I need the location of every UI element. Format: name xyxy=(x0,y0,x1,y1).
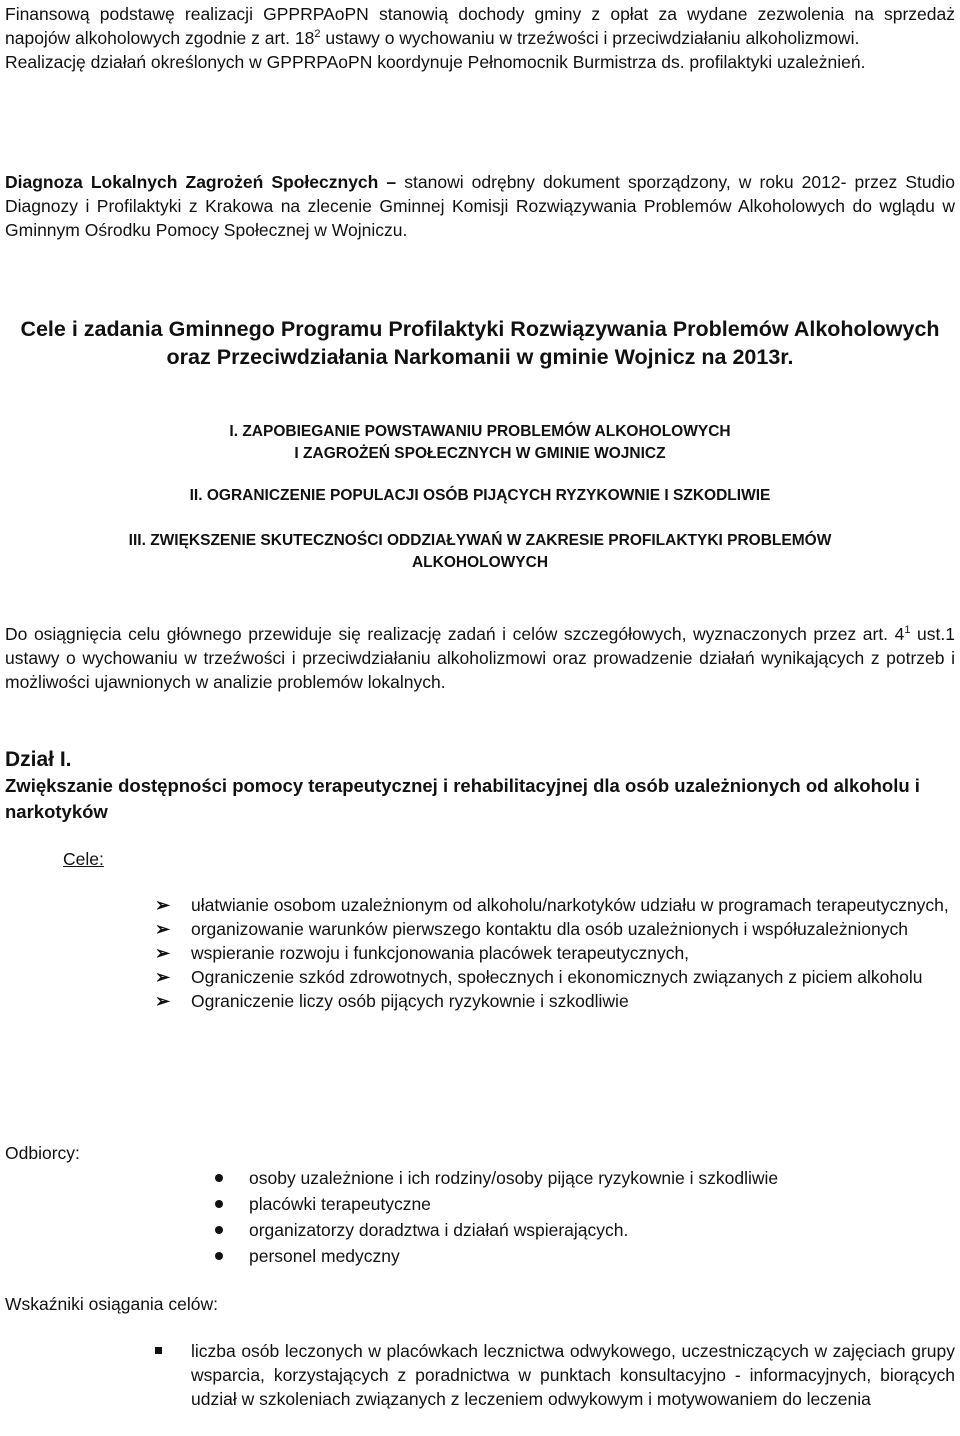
goals-label: Cele: xyxy=(63,849,104,869)
list-item-text: osoby uzależnione i ich rodziny/osoby pijące ryzykownie i szkodliwie xyxy=(249,1168,779,1188)
list-item-text: organizowanie warunków pierwszego kontaktu dla osób uzależnionych i współuzależnionych xyxy=(191,919,908,939)
list-item-text: organizatorzy doradztwa i działań wspierających. xyxy=(249,1220,629,1240)
intro-paragraph-financing xyxy=(5,2,955,50)
round-bullet-icon xyxy=(215,1252,223,1260)
detailed-goals-paragraph xyxy=(5,622,955,694)
intro-text-b: ustawy o wychowaniu w trzeźwości i przeciwdziałaniu alkoholizmowi. xyxy=(320,28,860,48)
indicators-list xyxy=(155,1339,955,1411)
para2-text-b: ust.1 ustawy o wychowaniu w trzeźwości i przeciwdziałaniu alkoholizmowi oraz prowadzenie działań wynikających z potrzeb i możliwości ujawnionych w analizie problemów lokalnych. xyxy=(5,624,955,692)
list-item xyxy=(155,917,955,941)
list-item xyxy=(155,989,955,1013)
heading-section-ii: II. OGRANICZENIE POPULACJI OSÓB PIJĄCYCH RYZYKOWNIE I SZKODLIWIE xyxy=(189,487,771,504)
goals-list xyxy=(155,893,955,1013)
diagnoza-text: stanowi odrębny dokument sporządzony, w roku 2012- przez Studio Diagnozy i Profilaktyki z Krakowa na zlecenie Gminnej Komisji Rozwiązywania Problemów Alkoholowych do wglądu w Gminnym Ośrodku Pomocy Społecznej w Wojniczu. xyxy=(5,172,956,240)
diagnoza-bold-lead: Diagnoza Lokalnych Zagrożeń Społecznych – xyxy=(5,172,397,192)
list-item xyxy=(155,965,955,989)
list-item xyxy=(155,941,955,965)
arrowhead-bullet-icon: ➢ xyxy=(155,967,171,987)
intro-superscript: 2 xyxy=(314,28,321,40)
arrowhead-bullet-icon: ➢ xyxy=(155,991,171,1011)
heading-i-line1: I. ZAPOBIEGANIE POWSTAWANIU PROBLEMÓW ALKOHOLOWYCH xyxy=(229,423,731,440)
list-item xyxy=(215,1166,955,1192)
intro-section xyxy=(5,2,955,74)
list-item-text: Ograniczenie szkód zdrowotnych, społecznych i ekonomicznych związanych z piciem alkoholu xyxy=(191,967,923,987)
heading-iii-line1: III. ZWIĘKSZENIE SKUTECZNOŚCI ODDZIAŁYWAŃ W ZAKRESIE PROFILAKTYKI PROBLEMÓW xyxy=(128,532,832,549)
list-item-text: wspieranie rozwoju i funkcjonowania placówek terapeutycznych, xyxy=(191,943,690,963)
round-bullet-icon xyxy=(215,1200,223,1208)
square-bullet-icon xyxy=(155,1347,162,1354)
arrowhead-bullet-icon: ➢ xyxy=(155,943,171,963)
arrowhead-bullet-icon: ➢ xyxy=(155,919,171,939)
intro-paragraph-coordination: Realizację działań określonych w GPPRPAoPN koordynuje Pełnomocnik Burmistrza ds. profilaktyki uzależnień. xyxy=(5,52,866,72)
arrowhead-bullet-icon: ➢ xyxy=(155,895,171,915)
list-item xyxy=(215,1218,955,1244)
list-item-text: placówki terapeutyczne xyxy=(249,1194,431,1214)
list-item-text: ułatwianie osobom uzależnionym od alkoholu/narkotyków udziału w programach terapeutycznych, xyxy=(191,895,949,915)
heading-iii-line2: ALKOHOLOWYCH xyxy=(411,554,549,571)
list-item-text: personel medyczny xyxy=(249,1246,400,1266)
recipients-label: Odbiorcy: xyxy=(5,1143,80,1163)
heading-section-iii xyxy=(5,530,955,574)
para2-text-a: Do osiągnięcia celu głównego przewiduje się realizację zadań i celów szczegółowych, wyznaczonych przez art. 4 xyxy=(5,624,905,644)
section-title: Dział I. xyxy=(5,748,72,771)
list-item xyxy=(155,893,955,917)
section-subtitle: Zwiększanie dostępności pomocy terapeutycznej i rehabilitacyjnej dla osób uzależnionych od alkoholu i narkotyków xyxy=(5,775,920,822)
recipients-list xyxy=(215,1166,955,1270)
program-goals-title: Cele i zadania Gminnego Programu Profilaktyki Rozwiązywania Problemów Alkoholowych oraz Przeciwdziałania Narkomanii w gminie Wojnicz na 2013r. xyxy=(20,317,940,369)
list-item-text: liczba osób leczonych w placówkach lecznictwa odwykowego, uczestniczących w zajęciach grupy wsparcia, korzystających z poradnictwa w punktach konsultacyjno - informacyjnych, biorących udział w szkoleniach związanych z leczeniem odwykowym i motywowaniem do leczenia xyxy=(191,1341,955,1409)
list-item-text: Ograniczenie liczy osób pijących ryzykownie i szkodliwie xyxy=(191,991,629,1011)
round-bullet-icon xyxy=(215,1174,223,1182)
list-item xyxy=(155,1339,955,1411)
heading-i-line2: I ZAGROŻEŃ SPOŁECZNYCH W GMINIE WOJNICZ xyxy=(294,445,666,462)
list-item xyxy=(215,1192,955,1218)
diagnoza-paragraph xyxy=(5,170,955,242)
intro-text-a: Finansową podstawę realizacji GPPRPAoPN stanowią dochody gminy z opłat za wydane zezwolenia na sprzedaż napojów alkoholowych zgodnie z art. 18 xyxy=(5,4,955,48)
round-bullet-icon xyxy=(215,1226,223,1234)
para2-superscript: 1 xyxy=(904,624,911,636)
indicators-label: Wskaźniki osiągania celów: xyxy=(5,1294,219,1314)
heading-section-i xyxy=(5,421,955,465)
list-item xyxy=(215,1244,955,1270)
